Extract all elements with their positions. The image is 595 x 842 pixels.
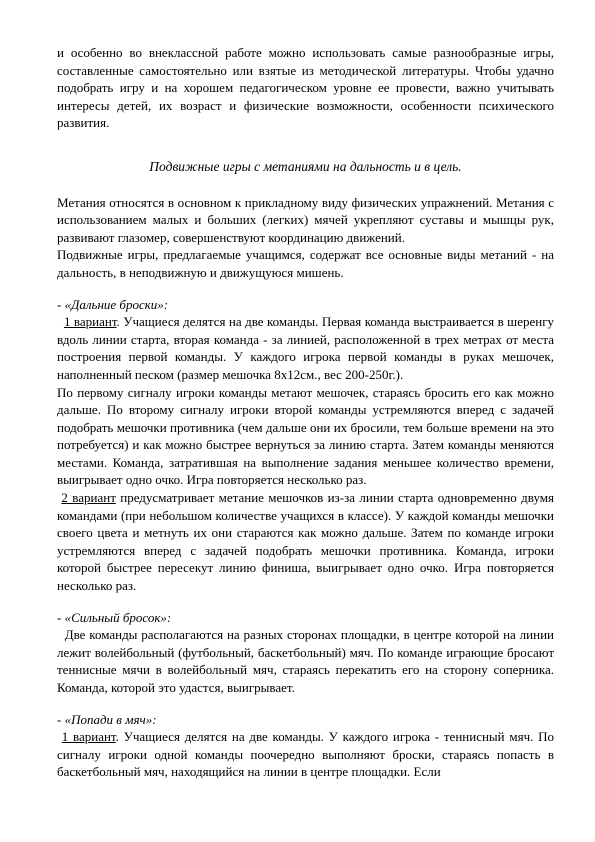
game-heading-hit-ball [57,711,554,729]
paragraph-throwing-intro: Метания относятся в основном к прикладному виду физических упражнений. Метания с использованием малых и больших (легких) мячей укрепляют суставы и мышцы рук, развивают глазомер, совершенствуют координацию движений. [57,194,554,245]
intro-paragraph: и особенно во внеклассной работе можно использовать самые разнообразные игры, составленные самостоятельно или взятые из методической литературы. Чтобы удачно подобрать игру и на хорошем педагогическом уровне ее провести, важно учитывать интересы детей, их возраст и физические возможности, особенности психического развития. [57,45,554,131]
hit-ball-variant-1-paragraph [57,728,554,781]
variant-2-text: предусматривает метание мешочков из-за линии старта одновременно двумя командами (при небольшом количестве учащихся в классе). У каждой команды мешочки своего цвета и метнуть их они стараются как можно дальше. Затем по команде игроки устремляются вперед с задачей подобрать мешочки противника. Команда, игроки которой быстрее пересекут линию финиша, выигрывает одно очко. Игра повторяется несколько раз. [57,490,555,594]
hit-ball-variant-1-label: 1 вариант [61,729,116,745]
heading-dash: - [57,296,65,312]
heading-dash: - [57,609,65,625]
game-title-strong-throw: «Сильный бросок»: [64,609,172,625]
rules-paragraph: По первому сигналу игроки команды метают мешочек, стараясь бросить его как можно дальше. По второму сигналу игроки второй команды устремляются вперед с задачей подобрать мешочки противника (чем дальше они их бросили, тем больше времени на это потребуется) и как можно быстрее вернуться за линию старта. Затем команды меняются местами. Команда, затратившая на выполнение задания меньшее количество времени, выигрывает одно очко. Игра повторяется несколько раз. [57,384,554,488]
strong-throw-text: Две команды располагаются на разных сторонах площадки, в центре которой на линии лежит волейбольный (футбольный, баскетбольный) мяч. По команде играющие бросают теннисные мячи в волейбольный мяч, стараясь перекатить его на сторону соперника. Команда, которой это удастся, выигрывает. [57,627,554,695]
variant-1-label: 1 вариант [63,314,117,330]
variant-2-label: 2 вариант [61,490,116,506]
section-title: Подвижные игры с метаниями на дальность и в цель. [149,158,462,174]
paragraph-games-overview: Подвижные игры, предлагаемые учащимся, содержат все основные виды метаний - на дальность, в неподвижную и движущуюся мишень. [57,247,554,280]
game-heading-strong-throw [57,609,554,627]
document-page [57,44,554,781]
hit-ball-variant-1-text: . Учащиеся делятся на две команды. У каждого игрока - теннисный мяч. По сигналу игроки одной команды поочередно выполняют броски, стараясь попасть в баскетбольный мяч, находящийся на линии в центре площадки. Если [57,729,554,780]
heading-dash: - [57,711,65,727]
game-heading-long-throws [57,296,554,314]
game-title-hit-ball: «Попади в мяч»: [64,711,157,727]
variant-1-paragraph [57,313,554,383]
game-title-long-throws: «Дальние броски»: [64,296,169,312]
variant-2-paragraph [57,489,554,595]
strong-throw-paragraph [57,626,554,696]
variant-1-text: . Учащиеся делятся на две команды. Первая команда выстраивается в шеренгу вдоль линии старта, вторая команда - за линией, расположенной в трех метрах от места построения первой команды. У каждого игрока первой команды в руках мешочек, наполненный песком (размер мешочка 8х12см., вес 200-250г.). [57,314,555,382]
